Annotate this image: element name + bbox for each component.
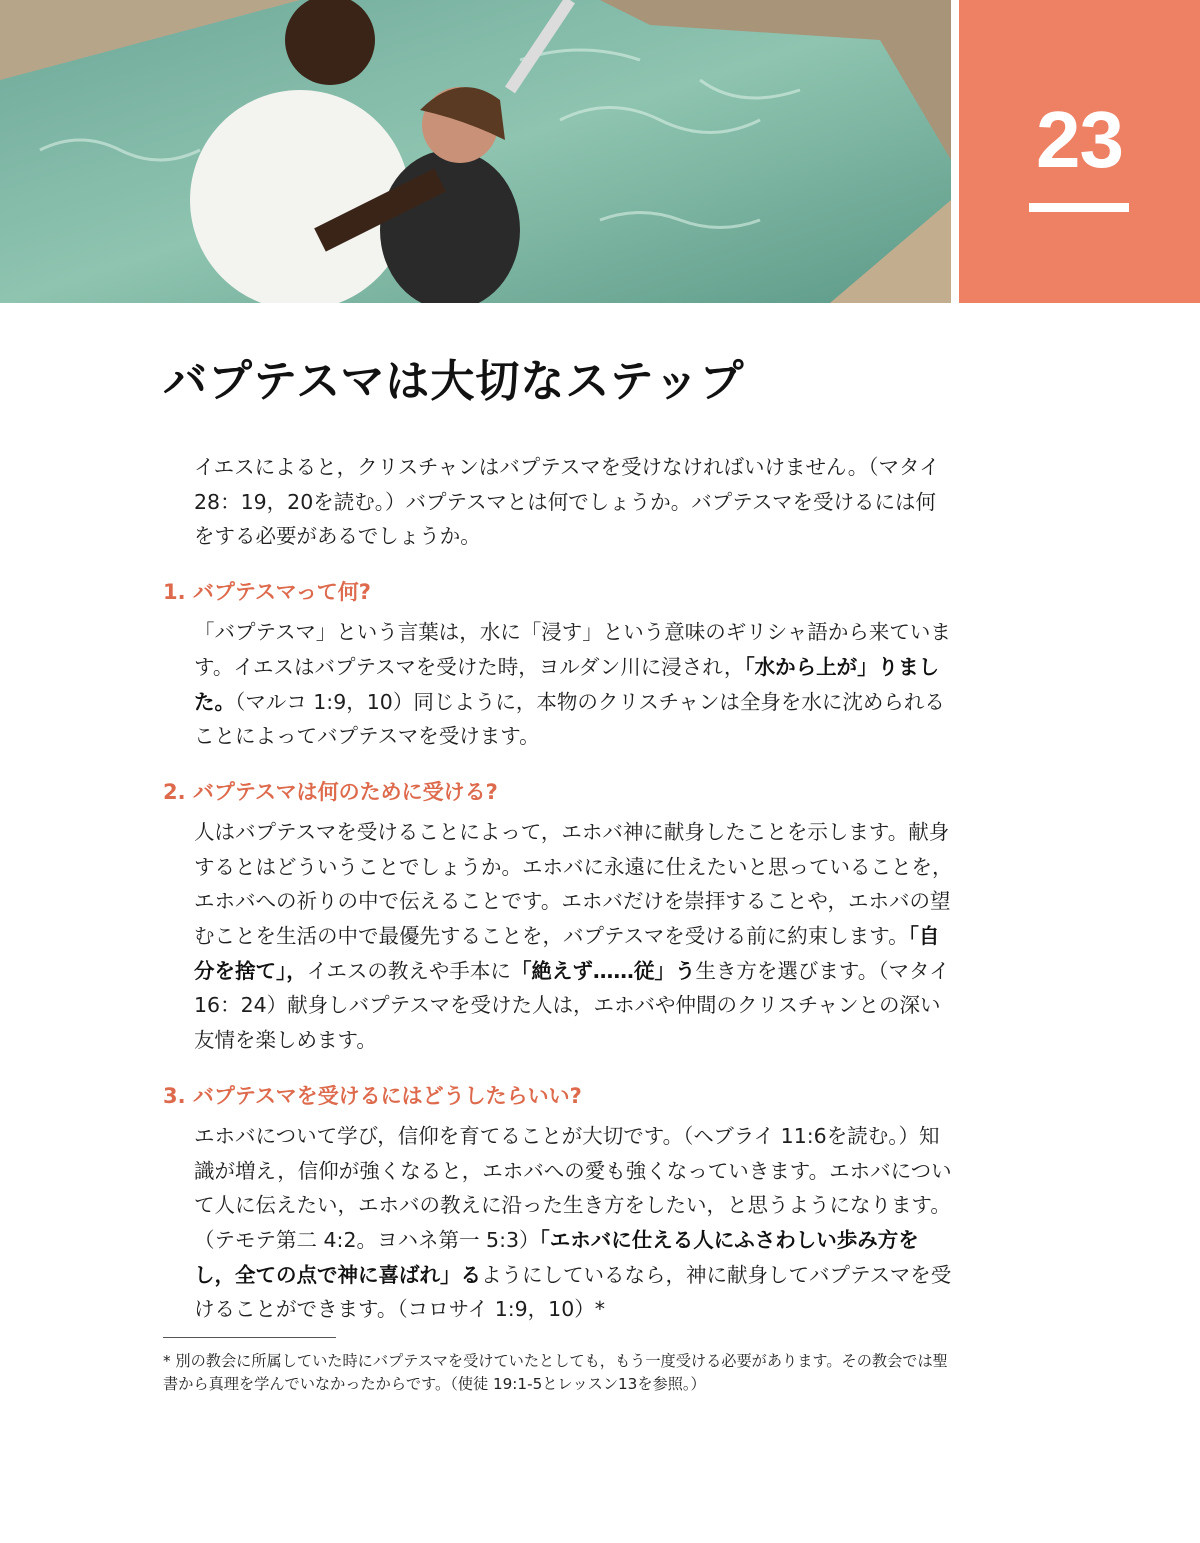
section-heading-2: 2. バプテスマは何のために受ける? xyxy=(163,779,498,804)
page-title: バプテスマは大切なステップ xyxy=(163,356,745,407)
section-heading-1: 1. バプテスマって何? xyxy=(163,580,371,605)
lesson-number-rule xyxy=(1029,203,1129,212)
baptism-photo xyxy=(0,0,951,303)
section-heading-3: 3. バプテスマを受けるにはどうしたらいい? xyxy=(163,1083,582,1108)
footnote-divider xyxy=(163,1337,336,1338)
section-text-1: 「バプテスマ」という言葉は，水に「浸す」という意味のギリシャ語から来ています。イエスはバプテスマを受けた時，ヨルダン川に浸され，「水から上が」りました。（マルコ 1:9，10）同じように，本物のクリスチャンは全身を水に沈められることによってバプテスマを受けます。 xyxy=(194,620,951,749)
section-text-2: 人はバプテスマを受けることによって，エホバ神に献身したことを示します。献身するとはどういうことでしょうか。エホバに永遠に仕えたいと思っていることを，エホバへの祈りの中で伝えることです。エホバだけを崇拝することや，エホバの望むことを生活の中で最優先することを，バプテスマを受ける前に約束します。「自分を捨て」，イエスの教えや手本に「絶えず……従」う生き方を選びます。（マタイ 16：24）献身しバプテスマを受けた人は，エホバや仲間のクリスチャンとの深い友情を楽しめます。 xyxy=(194,819,953,1053)
intro-paragraph: イエスによると，クリスチャンはバプテスマを受けなければいけません。（マタイ 28：19，20を読む。）バプテスマとは何でしょうか。バプテスマを受けるには何をする必要があるでしょうか。 xyxy=(194,455,940,549)
scripture-quote: 「自分を捨て」， xyxy=(194,924,940,983)
footnote: * 別の教会に所属していた時にバプテスマを受けていたとしても，もう一度受ける必要があります。その教会では聖書から真理を学んでいなかったからです。（使徒 19:1-5とレッスン13を参照。） xyxy=(163,1352,948,1394)
lesson-number: 23 xyxy=(1036,95,1123,184)
scripture-quote: 「エホバに仕える人にふさわしい歩み方をし，全ての点で神に喜ばれ」る xyxy=(194,1227,919,1287)
lesson-content xyxy=(163,450,953,1396)
lesson-number-box xyxy=(959,0,1200,303)
scripture-quote: 「水から上が」りました。 xyxy=(194,654,940,714)
scripture-quote: 「絶えず……従」う xyxy=(510,958,696,983)
section-text-3: エホバについて学び，信仰を育てることが大切です。（ヘブライ 11:6を読む。）知識が増え，信仰が強くなると，エホバへの愛も強くなっていきます。エホバについて人に伝えたい，エホバの教えに沿った生き方をしたい，と思うようになります。（テモテ第二 4:2。ヨハネ第一 5:3）「エホバに仕える人にふさわしい歩み方をし，全ての点で神に喜ばれ」るようにしているなら，神に献身してバプテスマを受けることができます。（コロサイ 1:9，10）* xyxy=(194,1123,952,1322)
